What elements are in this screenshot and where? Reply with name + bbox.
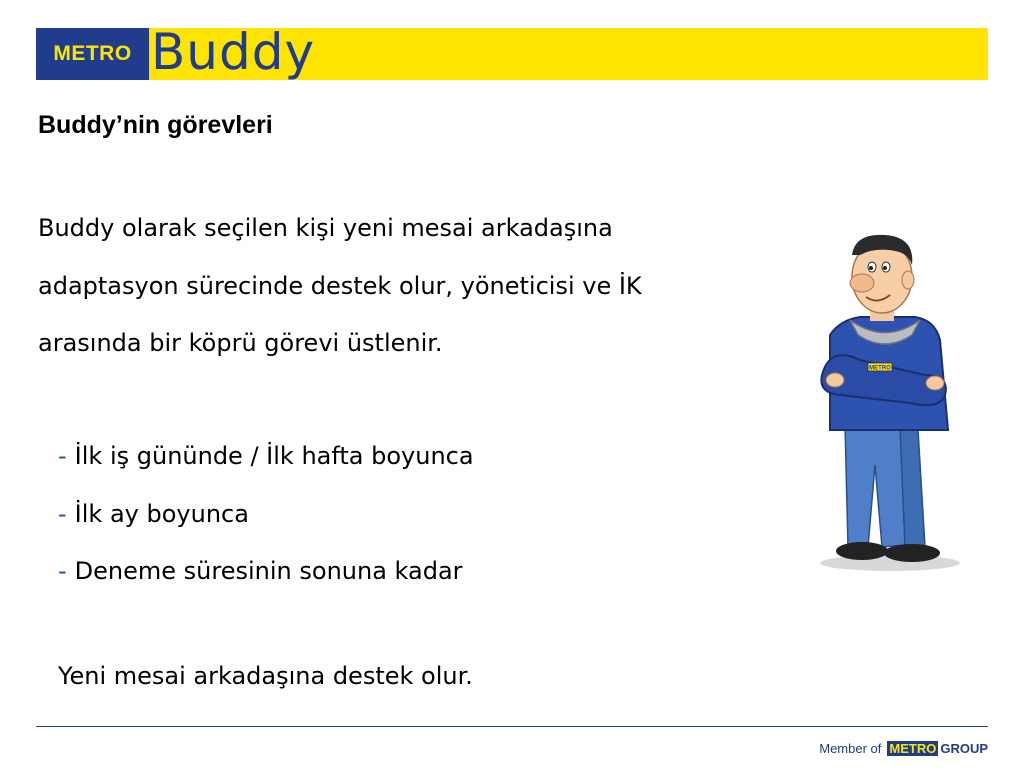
bullet-item [58, 428, 758, 486]
bullet-item [58, 486, 758, 544]
closing-statement: Yeni mesai arkadaşına destek olur. [58, 662, 473, 690]
bullet-text: İlk ay boyunca [74, 499, 249, 528]
jacket-badge-label: METRO [869, 365, 891, 372]
member-of-label: Member of [819, 740, 882, 756]
cartoon-man-illustration [800, 225, 965, 575]
metro-group-metro: METRO [889, 740, 937, 756]
bullet-item [58, 543, 758, 601]
paragraph-line: adaptasyon sürecinde destek olur, yöneticisi ve İK [38, 271, 642, 300]
metro-logo: METRO [36, 28, 149, 80]
header-banner [36, 23, 988, 81]
metro-group-group: GROUP [940, 740, 988, 756]
buddy-logo: Buddy [151, 23, 316, 81]
bullet-list [58, 428, 758, 601]
bullet-dash: - [58, 442, 67, 470]
bullet-text: İlk iş gününde / İlk hafta boyunca [74, 442, 474, 470]
bullet-text: Deneme süresinin sonuna kadar [74, 557, 463, 585]
intro-paragraph [38, 200, 758, 373]
slide-title: Buddy’nin görevleri [38, 111, 273, 139]
paragraph-line: Buddy olarak seçilen kişi yeni mesai arkadaşına [38, 214, 613, 242]
footer-divider [36, 726, 988, 727]
paragraph-line: arasında bir köprü görevi üstlenir. [38, 329, 443, 357]
metro-group-logo [887, 741, 988, 756]
bullet-dash: - [58, 557, 67, 585]
footer [819, 739, 988, 757]
bullet-dash: - [58, 499, 67, 528]
